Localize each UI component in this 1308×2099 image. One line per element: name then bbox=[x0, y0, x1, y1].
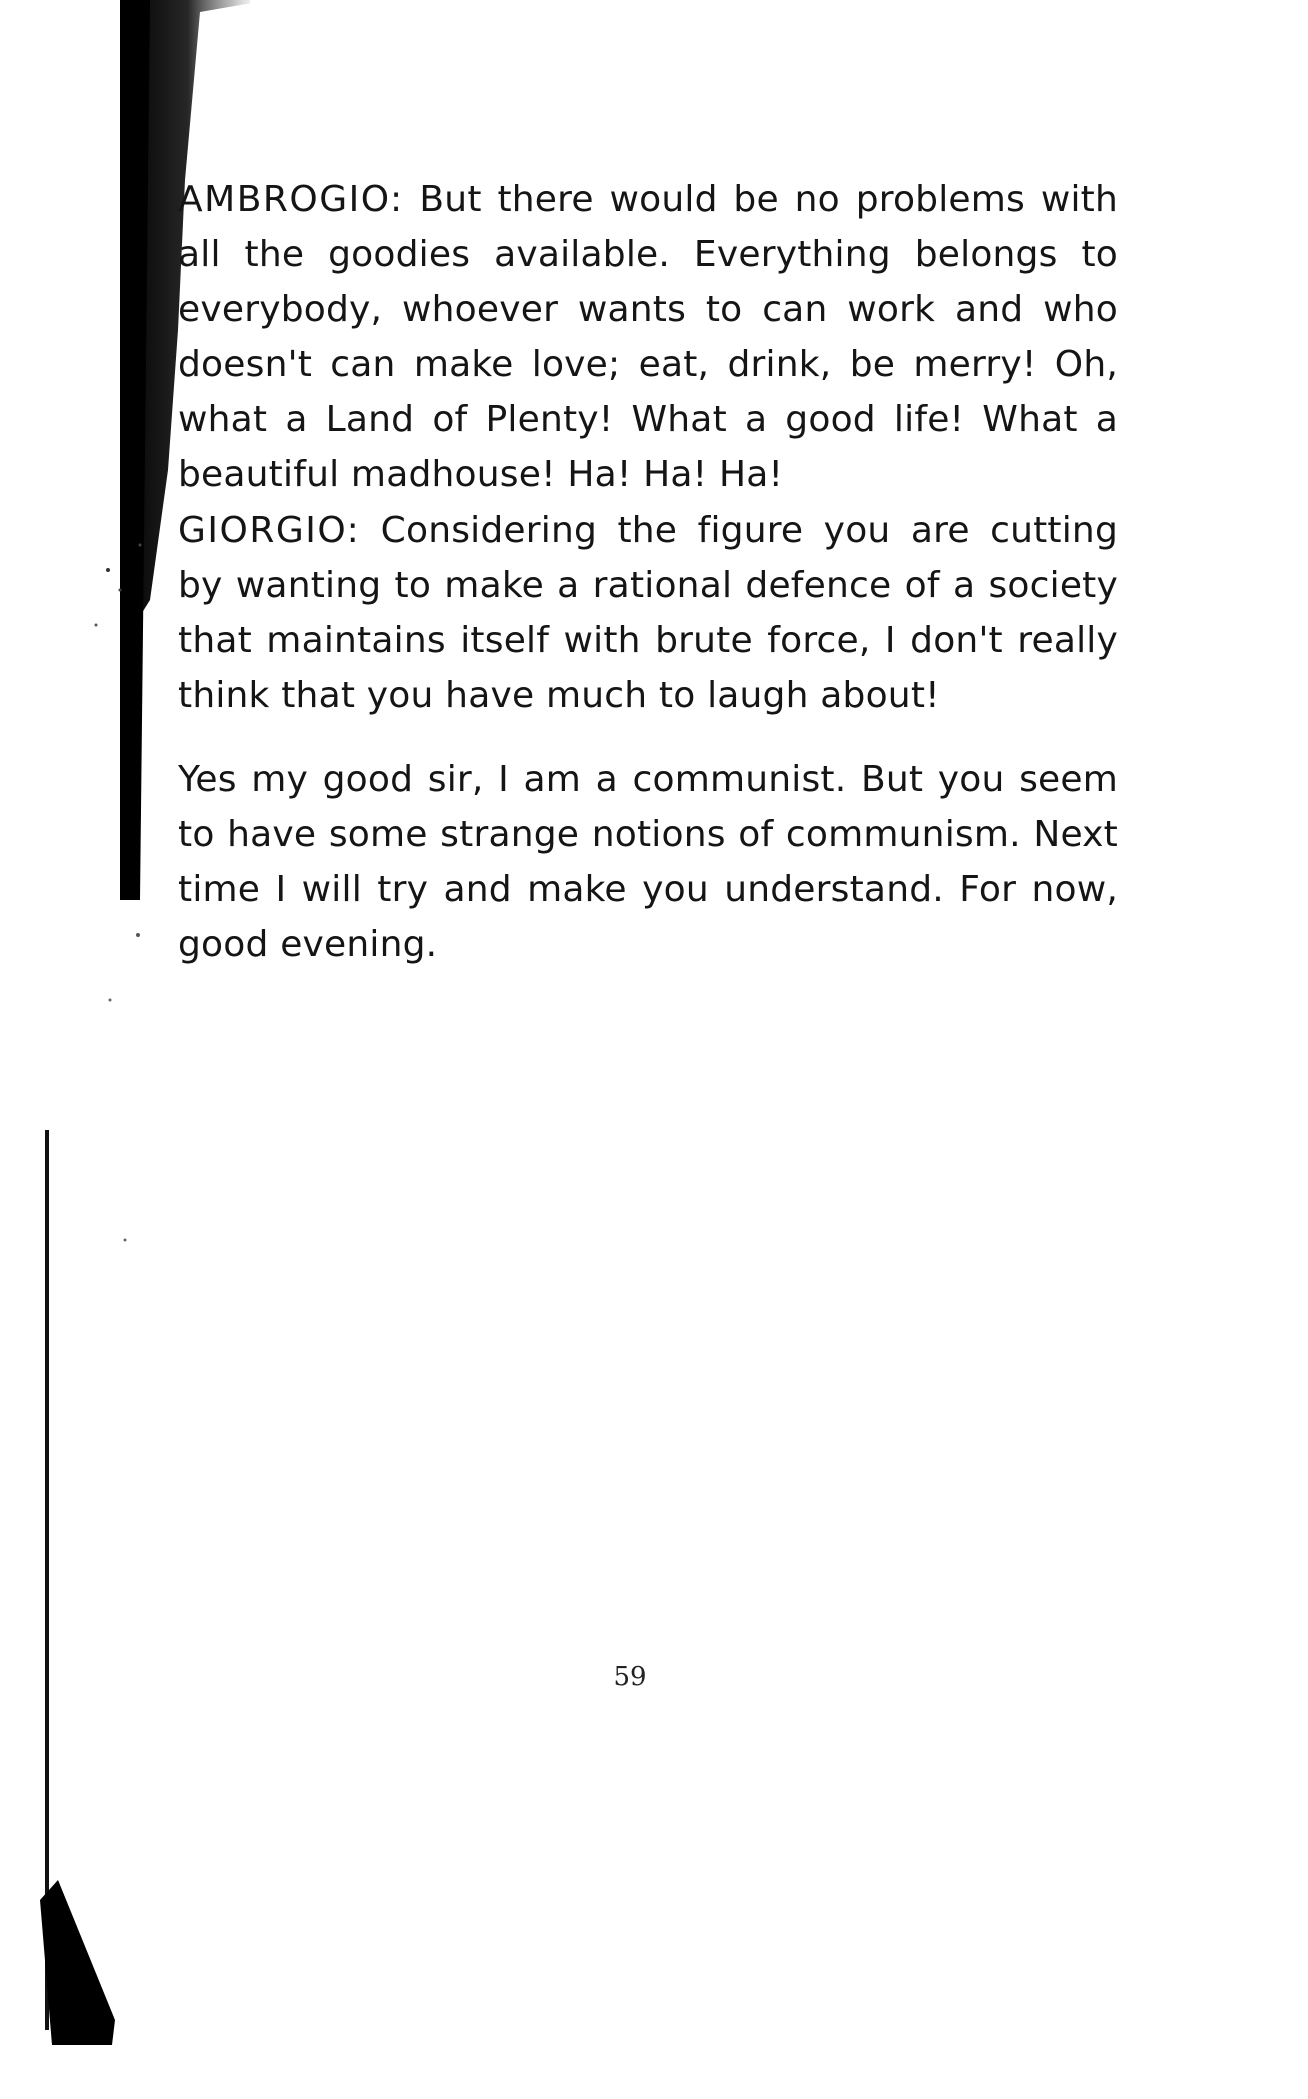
paragraph-reply bbox=[178, 752, 1118, 972]
page-number: 59 bbox=[613, 1662, 647, 1692]
paragraph-giorgio-text: Considering the figure you are cutting by wanting to make a rational defence of a society that maintains itself with brute force, I don't really think that you have much to laugh about! bbox=[178, 510, 1118, 716]
paragraph-reply-text: Yes my good sir, I am a communist. But you seem to have some strange notions of communism. Next time I will try and make you understand. For now, good evening. bbox=[178, 759, 1118, 965]
paragraph-ambrogio bbox=[178, 172, 1118, 502]
speaker-giorgio: GIORGIO: bbox=[178, 510, 361, 551]
speaker-ambrogio: AMBROGIO: bbox=[178, 179, 404, 220]
paragraph-ambrogio-text: But there would be no problems with all the goodies available. Everything belongs to everybody, whoever wants to can work and who doesn't can make love; eat, drink, be merry! Oh, what a Land of Plenty! What a good life! What a beautiful madhouse! Ha! Ha! Ha! bbox=[178, 179, 1118, 495]
paragraph-giorgio bbox=[178, 503, 1118, 723]
